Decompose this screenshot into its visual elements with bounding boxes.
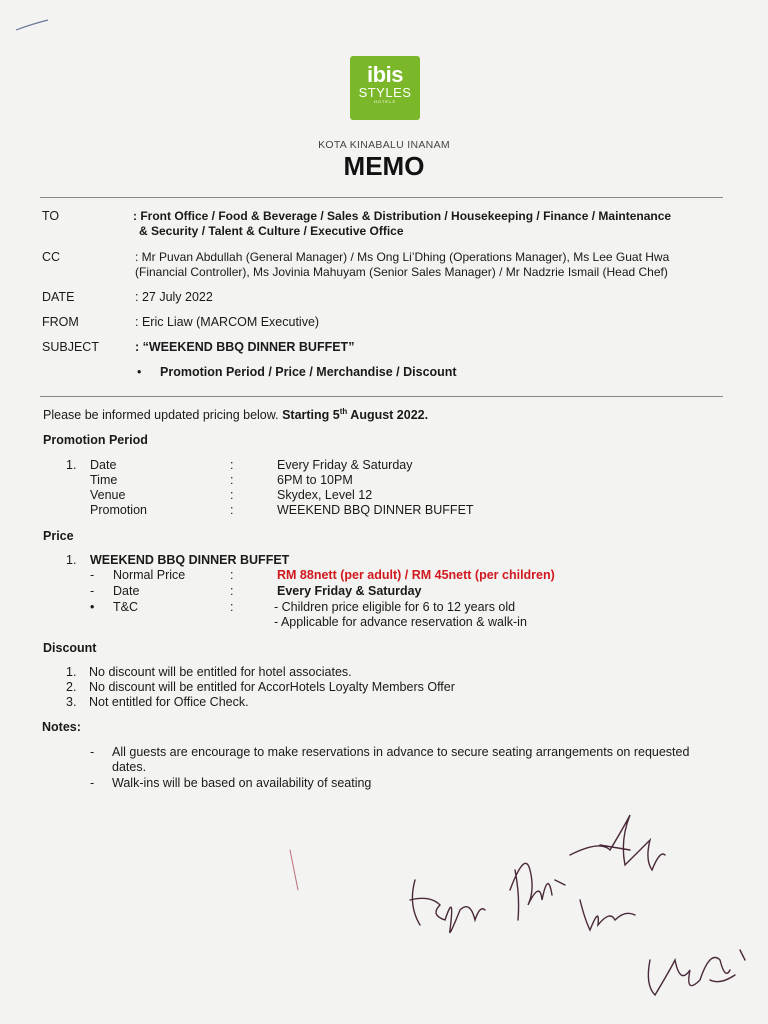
signature-3	[570, 815, 665, 870]
price-marker-tc: •	[90, 600, 95, 614]
to-value-line1: : Front Office / Food & Beverage / Sales & Distribution / Housekeeping / Finance / Maintenance	[133, 209, 672, 223]
promo-value-time: 6PM to 10PM	[277, 473, 353, 487]
discount-text-1: No discount will be entitled for hotel associates.	[89, 665, 352, 679]
price-colon-date: :	[230, 584, 234, 598]
promo-label-venue: Venue	[90, 488, 126, 502]
stray-red-mark	[290, 850, 298, 890]
from-value: : Eric Liaw (MARCOM Executive)	[135, 315, 320, 329]
intro-start-sup: th	[339, 407, 348, 416]
stray-pen-mark	[14, 18, 50, 32]
price-heading: Price	[43, 529, 74, 543]
intro-start-prefix: Starting 5	[282, 408, 340, 422]
promo-value-promotion: WEEKEND BBQ DINNER BUFFET	[277, 503, 474, 517]
price-label-tc: T&C	[113, 600, 138, 614]
page-title: MEMO	[343, 151, 425, 181]
promo-colon-venue: :	[230, 488, 234, 502]
price-label-normal: Normal Price	[113, 568, 186, 582]
discount-num-1: 1.	[66, 665, 77, 679]
promo-label-time: Time	[90, 473, 118, 487]
subject-value: : “WEEKEND BBQ DINNER BUFFET”	[135, 340, 355, 354]
price-tc-line2: - Applicable for advance reservation & walk-in	[274, 615, 527, 629]
promo-value-venue: Skydex, Level 12	[277, 488, 373, 502]
from-label: FROM	[42, 315, 79, 329]
signature-1	[410, 880, 485, 933]
discount-heading: Discount	[43, 641, 97, 655]
price-marker-normal: -	[90, 568, 95, 582]
discount-num-2: 2.	[66, 680, 77, 694]
price-colon-tc: :	[230, 600, 234, 614]
notes-text-1-line1: All guests are encourage to make reservations in advance to secure seating arrangements on requested	[112, 745, 690, 759]
logo-text-hotels: HOTELS	[373, 99, 396, 104]
discount-num-3: 3.	[66, 695, 77, 709]
promo-colon-promotion: :	[230, 503, 234, 517]
intro-start-date	[282, 408, 428, 422]
price-colon-normal: :	[230, 568, 234, 582]
promo-label-date: Date	[90, 458, 117, 472]
promo-label-promotion: Promotion	[90, 503, 147, 517]
cc-label: CC	[42, 250, 61, 264]
notes-marker-2: -	[90, 776, 95, 790]
cc-value-line2: (Financial Controller), Ms Jovinia Mahuyam (Senior Sales Manager) / Mr Nadzrie Ismail (Head Chef)	[135, 265, 668, 279]
signature-2	[510, 863, 565, 920]
to-label: TO	[42, 209, 60, 223]
date-label: DATE	[42, 290, 75, 304]
notes-text-1-line2: dates.	[112, 760, 147, 774]
signatures-area	[280, 810, 760, 1020]
cc-value	[135, 250, 735, 280]
divider-bottom	[40, 396, 723, 397]
promotion-period-heading: Promotion Period	[43, 433, 148, 447]
subject-bullet-text: Promotion Period / Price / Merchandise / Discount	[160, 365, 457, 379]
subject-label: SUBJECT	[42, 340, 99, 354]
promo-value-date: Every Friday & Saturday	[277, 458, 413, 472]
ibis-styles-logo	[350, 56, 420, 120]
price-item-title: WEEKEND BBQ DINNER BUFFET	[90, 553, 290, 567]
intro-text: Please be informed updated pricing below.	[43, 408, 279, 422]
date-value: : 27 July 2022	[135, 290, 213, 304]
discount-text-2: No discount will be entitled for AccorHotels Loyalty Members Offer	[89, 680, 455, 694]
price-number: 1.	[66, 553, 77, 567]
hotel-location: KOTA KINABALU INANAM	[318, 139, 450, 151]
price-label-date: Date	[113, 584, 140, 598]
logo-text-ibis: ibis	[367, 62, 403, 87]
promo-colon-time: :	[230, 473, 234, 487]
promo-colon-date: :	[230, 458, 234, 472]
logo-text-styles: STYLES	[358, 85, 412, 100]
price-value-normal: RM 88nett (per adult) / RM 45nett (per children)	[277, 568, 555, 582]
cc-value-line1: : Mr Puvan Abdullah (General Manager) / Ms Ong Li’Dhing (Operations Manager), Ms Lee Guat Hwa	[135, 250, 670, 264]
signature-5	[648, 950, 745, 995]
price-marker-date: -	[90, 584, 95, 598]
subject-bullet: •	[137, 365, 142, 379]
divider-top	[40, 197, 723, 198]
notes-heading: Notes:	[42, 720, 81, 734]
price-value-tc: - Children price eligible for 6 to 12 years old	[274, 600, 516, 614]
notes-text-2: Walk-ins will be based on availability of seating	[112, 776, 372, 790]
discount-text-3: Not entitled for Office Check.	[89, 695, 249, 709]
to-value	[135, 209, 735, 239]
intro-line	[43, 408, 428, 423]
price-value-date: Every Friday & Saturday	[277, 584, 422, 598]
to-value-line2: & Security / Talent & Culture / Executive Office	[139, 224, 404, 238]
intro-start-suffix: August 2022.	[347, 408, 429, 422]
signature-4	[580, 900, 635, 930]
notes-marker-1: -	[90, 745, 95, 759]
promotion-number: 1.	[66, 458, 77, 472]
